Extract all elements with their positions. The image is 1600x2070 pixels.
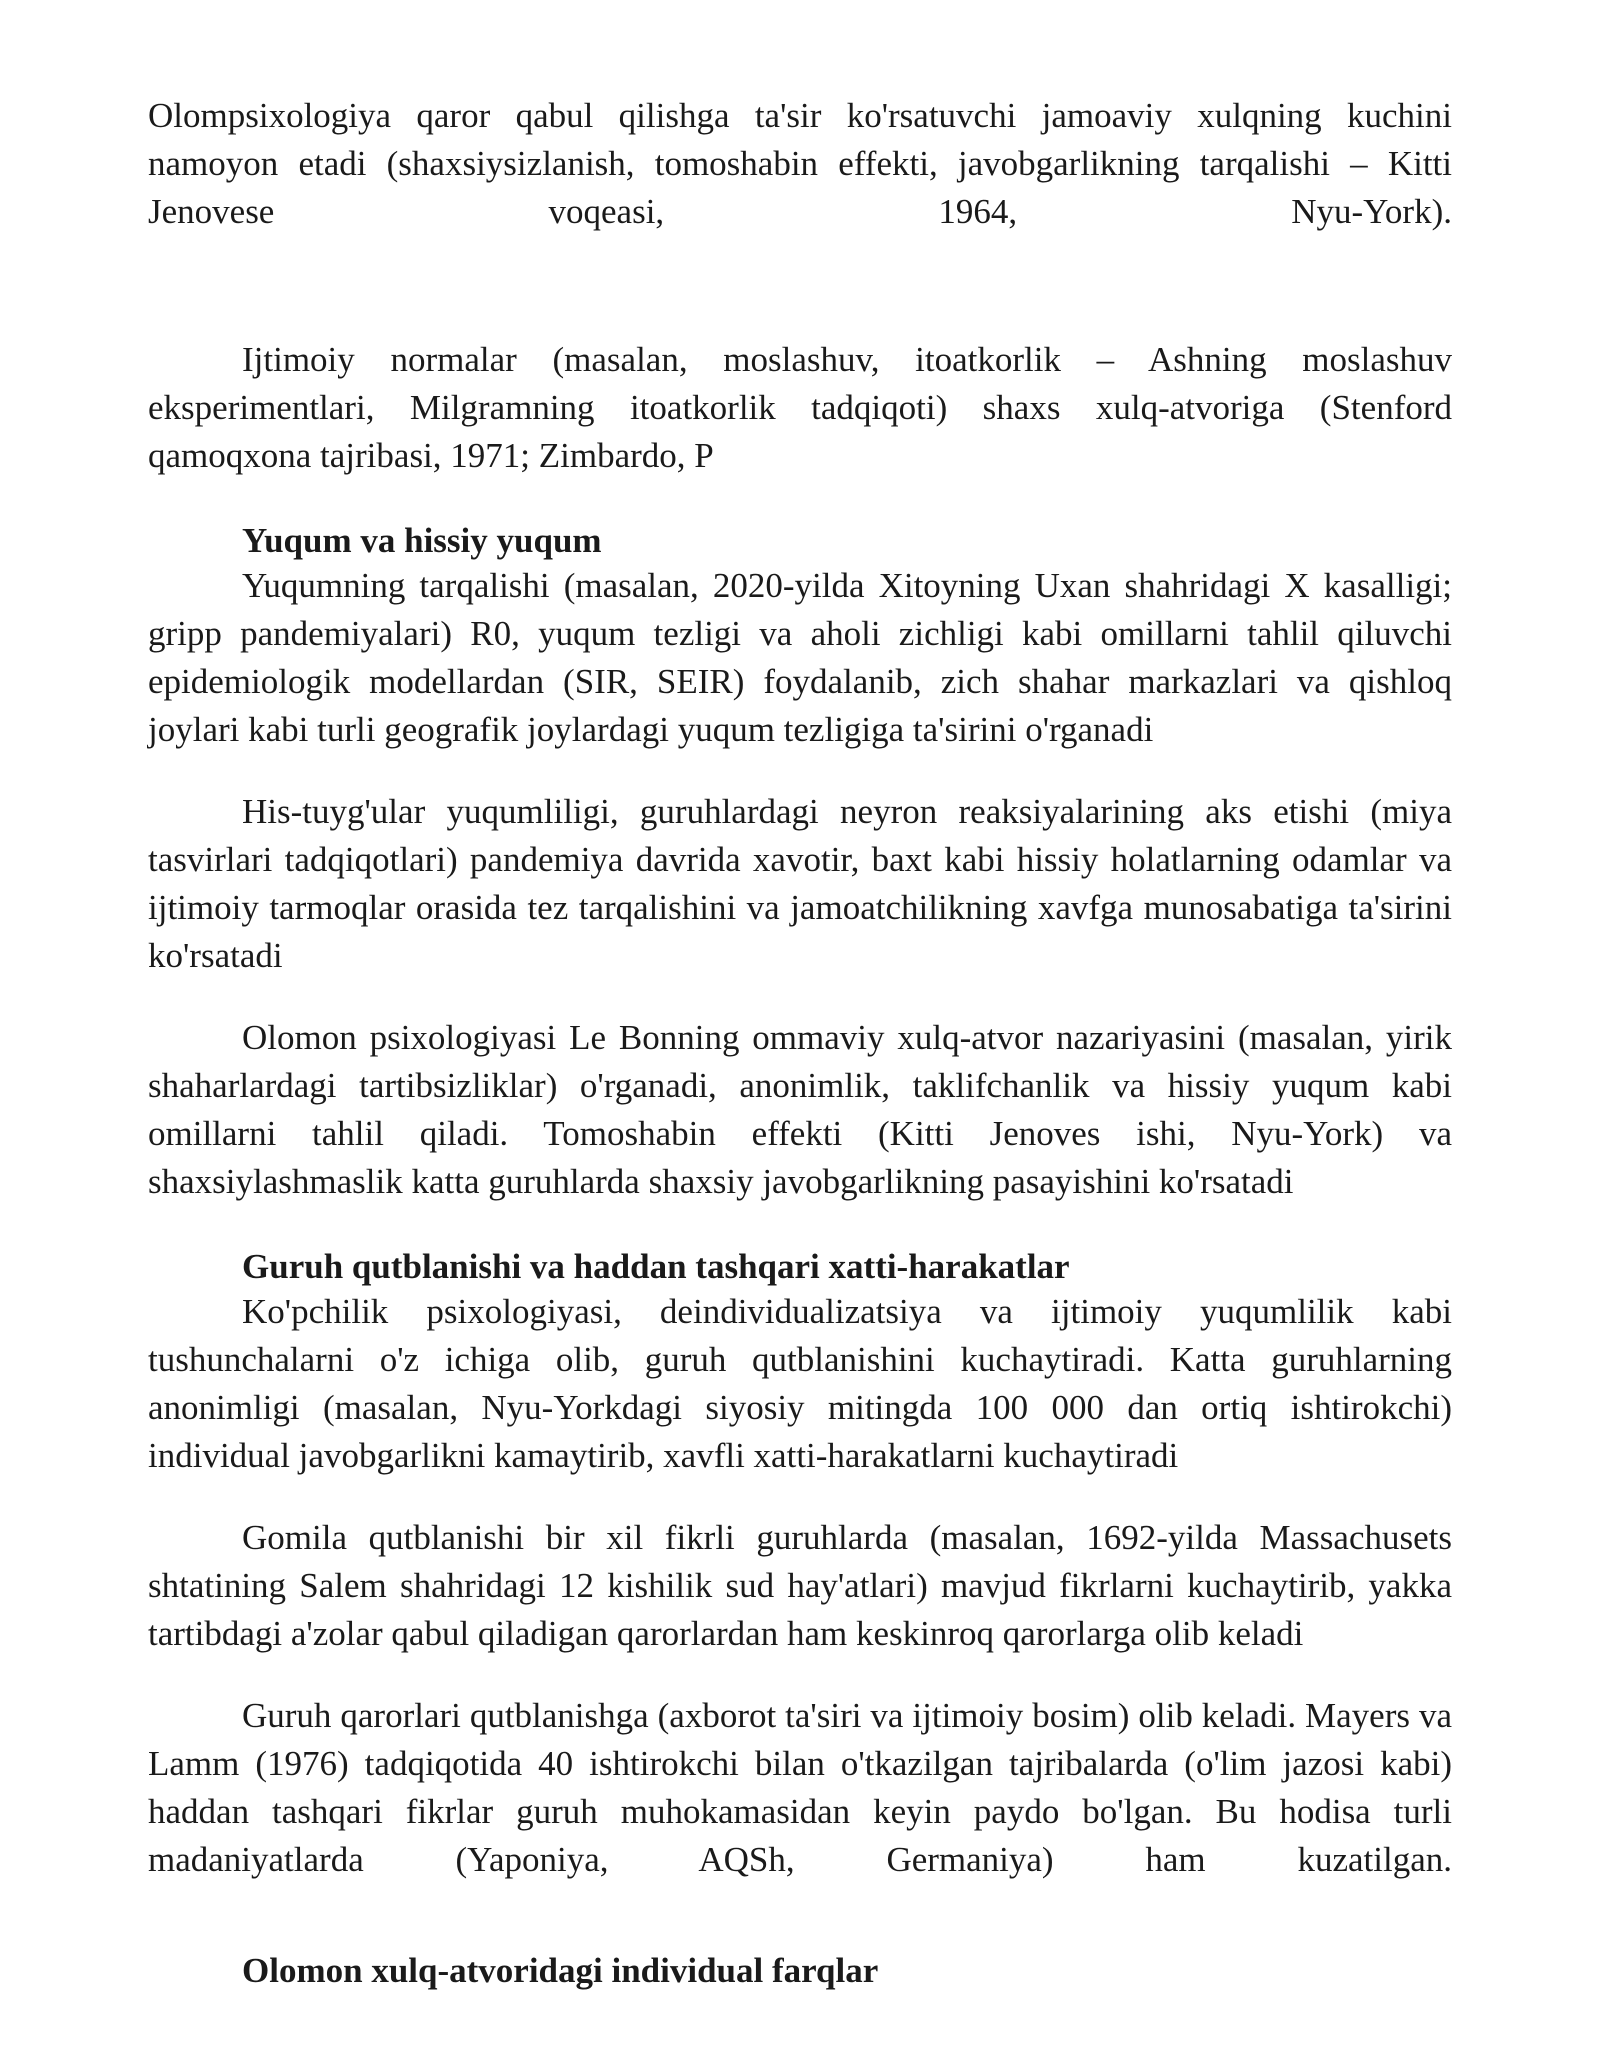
spacer: [148, 1884, 1452, 1950]
document-page: [148, 92, 1452, 1992]
spacer: [148, 236, 1452, 336]
heading-contagion: Yuqum va hissiy yuqum: [242, 521, 602, 560]
spacer: [148, 1480, 1452, 1514]
heading-individual-differences: Olomon xulq-atvoridagi individual farqlar: [242, 1951, 879, 1990]
paragraph-homophily-polarization: Gomila qutblanishi bir xil fikrli guruhlarda (masalan, 1692-yilda Massachusets shtatining Salem shahridagi 12 kishilik sud hay'atlari) mavjud fikrlarni kuchaytirib, yakka tartibdagi a'zolar qabul qiladigan qarorlardan ham keskinroq qarorlarga olib keladi: [148, 1518, 1452, 1653]
spacer: [148, 1658, 1452, 1692]
paragraph-social-norms: Ijtimoiy normalar (masalan, moslashuv, itoatkorlik – Ashning moslashuv eksperimentlari, Milgramning itoatkorlik tadqiqoti) shaxs xulq-atvoriga (Stenford qamoqxona tajribasi, 1971; Zimbardo, P: [148, 340, 1452, 475]
paragraph-crowd-psychology: Olompsixologiya qaror qabul qilishga ta'sir ko'rsatuvchi jamoaviy xulqning kuchini namoyon etadi (shaxsiysizlanish, tomoshabin effekti, javobgarlikning tarqalishi – Kitti Jenovese voqeasi, 1964, Nyu-York).: [148, 96, 1452, 231]
paragraph-group-decisions: Guruh qarorlari qutblanishga (axborot ta'siri va ijtimoiy bosim) olib keladi. Mayers va Lamm (1976) tadqiqotida 40 ishtirokchi bilan o'tkazilgan tajribalarda (o'lim jazosi kabi) haddan tashqari fikrlar guruh muhokamasidan keyin paydo bo'lgan. Bu hodisa turli madaniyatlarda (Yaponiya, AQSh, Germaniya) ham kuzatilgan.: [148, 1696, 1452, 1879]
paragraph-le-bon-theory: Olomon psixologiyasi Le Bonning ommaviy xulq-atvor nazariyasini (masalan, yirik shaharlardagi tartibsizliklar) o'rganadi, anonimlik, taklifchanlik va hissiy yuqum kabi omillarni tahlil qiladi. Tomoshabin effekti (Kitti Jenoves ishi, Nyu-York) va shaxsiylashmaslik katta guruhlarda shaxsiy javobgarlikning pasayishini ko'rsatadi: [148, 1018, 1452, 1201]
spacer: [148, 980, 1452, 1014]
spacer: [148, 754, 1452, 788]
spacer: [148, 1206, 1452, 1246]
paragraph-emotional-contagion: His-tuyg'ular yuqumliligi, guruhlardagi neyron reaksiyalarining aks etishi (miya tasvirlari tadqiqotlari) pandemiya davrida xavotir, baxt kabi hissiy holatlarning odamlar va ijtimoiy tarmoqlar orasida tez tarqalishini va jamoatchilikning xavfga munosabatiga ta'sirini ko'rsatadi: [148, 792, 1452, 975]
paragraph-contagion-spread: Yuqumning tarqalishi (masalan, 2020-yilda Xitoyning Uxan shahridagi X kasalligi; gripp pandemiyalari) R0, yuqum tezligi va aholi zichligi kabi omillarni tahlil qiluvchi epidemiologik modellardan (SIR, SEIR) foydalanib, zich shahar markazlari va qishloq joylari kabi turli geografik joylardagi yuqum tezligiga ta'sirini o'rganadi: [148, 566, 1452, 749]
paragraph-majority-psychology: Ko'pchilik psixologiyasi, deindividualizatsiya va ijtimoiy yuqumlilik kabi tushunchalarni o'z ichiga olib, guruh qutblanishini kuchaytiradi. Katta guruhlarning anonimligi (masalan, Nyu-Yorkdagi siyosiy mitingda 100 000 dan ortiq ishtirokchi) individual javobgarlikni kamaytirib, xavfli xatti-harakatlarni kuchaytiradi: [148, 1292, 1452, 1475]
spacer: [148, 480, 1452, 520]
heading-group-polarization: Guruh qutblanishi va haddan tashqari xatti-harakatlar: [242, 1247, 1070, 1286]
